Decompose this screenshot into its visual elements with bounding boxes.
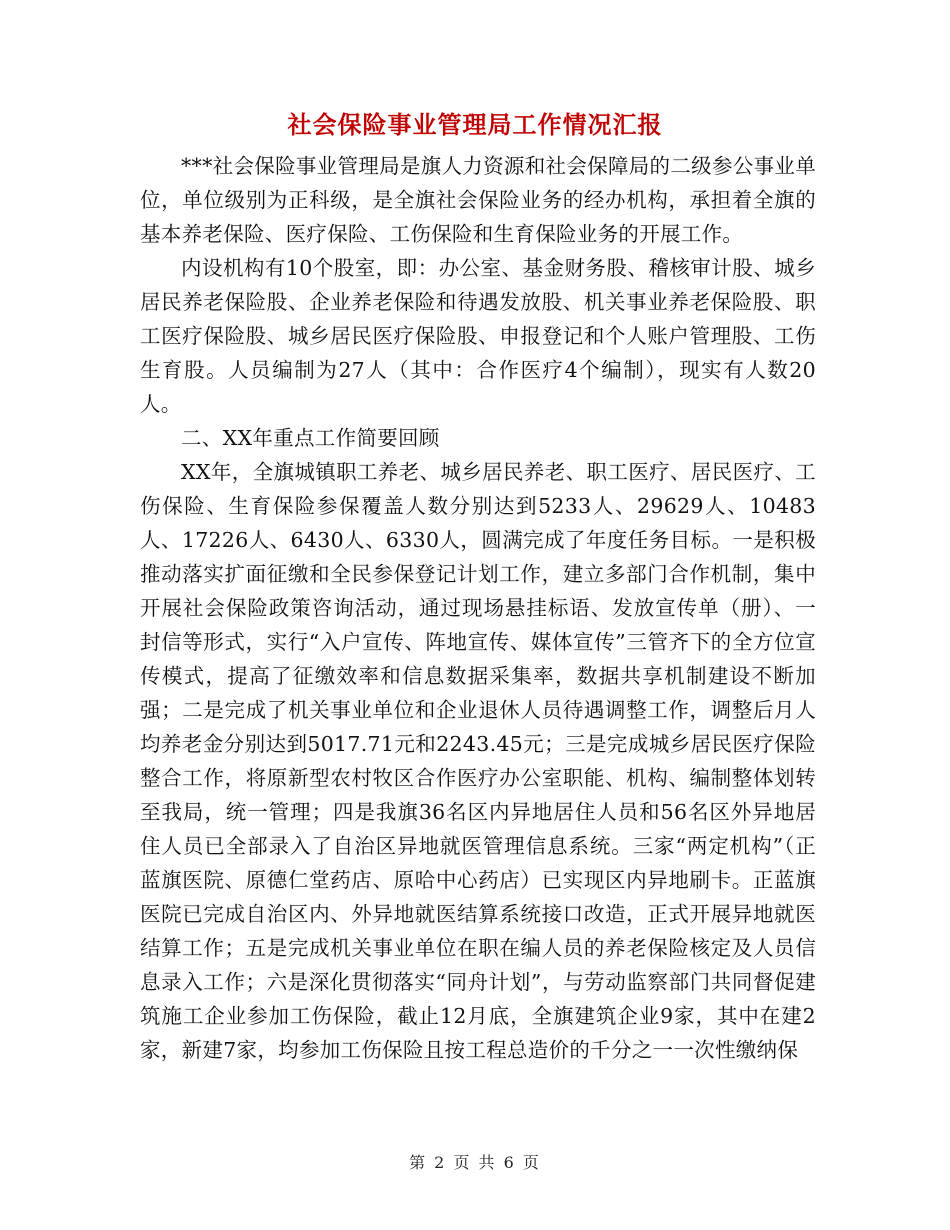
paragraph-internal-structure: 内设机构有10个股室，即：办公室、基金财务股、稽核审计股、城乡居民养老保险股、企业养老保险和待遇发放股、机关事业养老保险股、职工医疗保险股、城乡居民医疗保险股、申报登记和个人账户管理股、工伤生育股。人员编制为27人（其中：合作医疗4个编制），现实有人数20人。 — [140, 256, 816, 416]
paragraph-annual-review: XX年，全旗城镇职工养老、城乡居民养老、职工医疗、居民医疗、工伤保险、生育保险参保覆盖人数分别达到5233人、29629人、10483人、17226人、6430人、6330人，圆满完成了年度任务目标。一是积极推动落实扩面征缴和全民参保登记计划工作，建立多部门合作机制，集中开展社会保险政策咨询活动，通过现场悬挂标语、发放宣传单（册）、一封信等形式，实行“入户宣传、阵地宣传、媒体宣传”三管齐下的全方位宣传模式，提高了征缴效率和信息数据采集率，数据共享机制建设不断加强；二是完成了机关事业单位和企业退休人员待遇调整工作，调整后月人均养老金分别达到5017.71元和2243.45元；三是完成城乡居民医疗保险整合工作，将原新型农村牧区合作医疗办公室职能、机构、编制整体划转至我局，统一管理；四是我旗36名区内异地居住人员和56名区外异地居住人员已全部录入了自治区异地就医管理信息系统。三家“两定机构”（正蓝旗医院、原德仁堂药店、原哈中心药店）已实现区内异地刷卡。正蓝旗医院已完成自治区内、外异地就医结算系统接口改造，正式开展异地就医结算工作；五是完成机关事业单位在职在编人员的养老保险核定及人员信息录入工作；六是深化贯彻落实“同舟计划”，与劳动监察部门共同督促建筑施工企业参加工伤保险，截止12月底，全旗建筑企业9家，其中在建2家，新建7家，均参加工伤保险且按工程总造价的千分之一一次性缴纳保 — [140, 460, 816, 1062]
document-title: 社会保险事业管理局工作情况汇报 — [287, 111, 663, 139]
page-number: 第 2 页 共 6 页 — [409, 1153, 541, 1172]
document-body — [140, 149, 816, 1067]
paragraph-organization-overview: ***社会保险事业管理局是旗人力资源和社会保障局的二级参公事业单位，单位级别为正科级，是全旗社会保险业务的经办机构，承担着全旗的基本养老保险、医疗保险、工伤保险和生育保险业务的开展工作。 — [140, 154, 816, 246]
section-heading-annual-review: 二、XX年重点工作简要回顾 — [181, 426, 440, 450]
